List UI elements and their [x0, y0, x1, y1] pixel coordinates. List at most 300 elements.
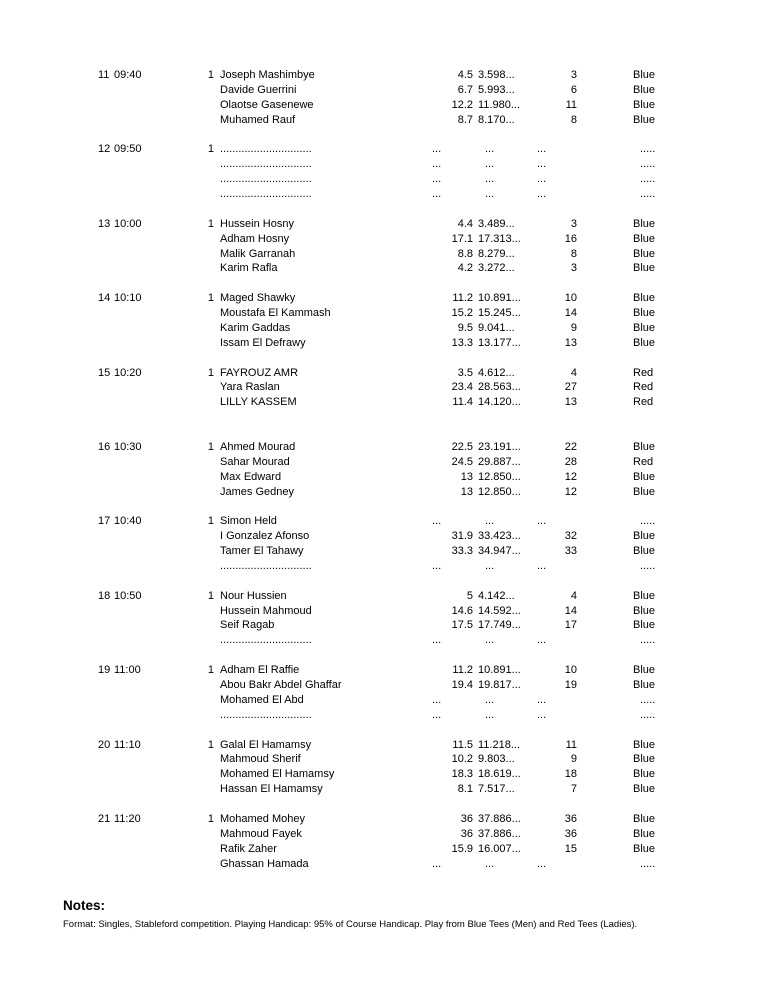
handicap-placeholder: ...: [432, 559, 442, 572]
group-start-time: 09:50: [114, 143, 142, 156]
group-start-time: 10:30: [114, 440, 142, 453]
tee-color: Blue: [633, 545, 656, 558]
exact-handicap-value: 17.749...: [478, 619, 521, 632]
handicap-value: 11.2: [452, 292, 473, 305]
playing-handicap-value: 36: [564, 827, 577, 840]
tee-color: Blue: [633, 589, 656, 602]
player-name: FAYROUZ AMR: [220, 366, 299, 379]
group-number: 18: [98, 589, 111, 602]
handicap-value: 19.4: [451, 679, 473, 691]
handicap-value: 15.2: [451, 307, 473, 320]
exact-handicap-placeholder: ...: [485, 188, 495, 201]
exact-handicap-value: 4.612...: [478, 366, 515, 379]
tee-color: Blue: [633, 247, 656, 260]
exact-handicap-value: 12.850...: [478, 470, 521, 483]
tee-group: [0, 291, 772, 351]
playing-handicap-value: 36: [564, 812, 577, 825]
exact-handicap-value: 4.142...: [478, 589, 515, 602]
exact-handicap-value: 12.850...: [478, 485, 521, 498]
playing-handicap-placeholder: ...: [537, 173, 547, 186]
exact-handicap-value: 11.218...: [478, 738, 520, 751]
exact-handicap-value: 9.041...: [478, 321, 515, 334]
group-row: [0, 395, 772, 410]
playing-handicap-value: 10: [564, 292, 577, 305]
exact-handicap-value: 8.170...: [478, 113, 515, 126]
playing-handicap-value: 17: [564, 619, 577, 632]
handicap-value: 17.5: [451, 619, 473, 632]
tee-color: Blue: [633, 321, 656, 334]
player-name: Mahmoud Sherif: [220, 753, 301, 766]
group-row: [0, 782, 772, 797]
playing-handicap-placeholder: ...: [537, 188, 547, 201]
player-name: ..............................: [220, 143, 312, 156]
group-row: [0, 485, 772, 500]
playing-handicap-placeholder: ...: [537, 143, 547, 156]
handicap-value: 13.3: [451, 336, 473, 349]
handicap-value: 36: [460, 827, 473, 840]
tee-color-placeholder: .....: [640, 693, 656, 706]
playing-handicap-value: 8: [570, 113, 577, 126]
handicap-value: 36: [460, 812, 473, 825]
handicap-value: 33.3: [451, 545, 473, 558]
playing-handicap-value: 4: [570, 366, 577, 379]
group-row: [0, 68, 772, 83]
player-name: Simon Held: [220, 515, 277, 528]
player-name: James Gedney: [220, 485, 294, 498]
exact-handicap-value: 3.598...: [478, 69, 515, 81]
tee-color: Blue: [633, 232, 656, 245]
group-row: [0, 455, 772, 470]
tee-number: 1: [207, 515, 214, 528]
player-name: ..............................: [220, 559, 312, 572]
player-name: Hassan El Hamamsy: [220, 783, 323, 796]
exact-handicap-placeholder: ...: [485, 143, 495, 156]
tee-number: 1: [207, 738, 214, 751]
player-name: Adham El Raffie: [220, 664, 300, 677]
player-name: ..............................: [220, 634, 312, 647]
tee-color: Blue: [633, 827, 656, 840]
player-name: Mohamed Mohey: [220, 812, 305, 825]
handicap-placeholder: ...: [432, 857, 442, 870]
player-name: ..............................: [220, 708, 312, 721]
tee-group: [0, 366, 772, 426]
tee-color: Blue: [633, 113, 656, 126]
player-name: Olaotse Gasenewe: [220, 98, 314, 111]
playing-handicap-value: 4: [570, 589, 577, 602]
exact-handicap-value: 3.272...: [478, 262, 515, 275]
playing-handicap-value: 12: [564, 485, 577, 498]
player-name: I Gonzalez Afonso: [220, 530, 310, 543]
tee-number: 1: [207, 292, 214, 305]
exact-handicap-placeholder: ...: [485, 708, 495, 721]
playing-handicap-value: 6: [570, 83, 577, 96]
player-name: Hussein Mahmoud: [220, 604, 312, 617]
tee-group: [0, 589, 772, 649]
tee-color: Red: [633, 381, 654, 394]
playing-handicap-value: 22: [564, 440, 577, 453]
playing-handicap-placeholder: ...: [537, 515, 547, 528]
player-name: Adham Hosny: [220, 232, 290, 245]
group-row: [0, 827, 772, 842]
group-start-time: 09:40: [114, 69, 142, 81]
player-name: Ahmed Mourad: [220, 440, 296, 453]
handicap-placeholder: ...: [432, 708, 442, 721]
tee-number: 1: [207, 143, 214, 156]
exact-handicap-value: 5.993...: [478, 83, 515, 96]
tee-color: Blue: [633, 619, 656, 632]
group-row: [0, 708, 772, 723]
player-name: Muhamed Rauf: [220, 113, 296, 126]
handicap-value: 6.7: [457, 83, 473, 96]
player-name: Mahmoud Fayek: [220, 827, 302, 840]
tee-color: Blue: [633, 69, 656, 81]
group-row: [0, 842, 772, 857]
player-name: ..............................: [220, 158, 312, 171]
tee-color: Blue: [633, 679, 656, 691]
tee-number: 1: [207, 217, 214, 230]
group-row: [0, 113, 772, 128]
tee-color: Blue: [633, 217, 656, 230]
playing-handicap-value: 8: [570, 247, 577, 260]
handicap-value: 18.3: [451, 768, 473, 781]
group-number: 19: [98, 664, 111, 677]
group-start-time: 11:00: [114, 664, 141, 677]
tee-color: Blue: [633, 530, 656, 543]
playing-handicap-value: 33: [564, 545, 577, 558]
tee-color: Blue: [633, 753, 656, 766]
playing-handicap-value: 12: [564, 470, 577, 483]
exact-handicap-placeholder: ...: [485, 173, 495, 186]
playing-handicap-value: 27: [564, 381, 577, 394]
group-row: [0, 693, 772, 708]
handicap-value: 11.2: [452, 664, 473, 677]
playing-handicap-value: 18: [564, 768, 577, 781]
tee-color: Red: [633, 396, 654, 409]
handicap-value: 8.8: [457, 247, 473, 260]
group-number: 13: [98, 217, 111, 230]
exact-handicap-value: 3.489...: [478, 217, 515, 230]
playing-handicap-placeholder: ...: [537, 857, 547, 870]
exact-handicap-value: 7.517...: [478, 783, 515, 796]
tee-number: 1: [207, 366, 214, 379]
handicap-value: 9.5: [457, 321, 473, 334]
group-row: [0, 98, 772, 113]
tee-color: Blue: [633, 292, 656, 305]
exact-handicap-value: 37.886...: [478, 827, 521, 840]
group-number: 14: [98, 292, 111, 305]
group-row: [0, 232, 772, 247]
playing-handicap-placeholder: ...: [537, 158, 547, 171]
tee-group: [0, 440, 772, 500]
handicap-value: 4.2: [457, 262, 473, 275]
tee-color: Blue: [633, 604, 656, 617]
group-row: [0, 767, 772, 782]
exact-handicap-placeholder: ...: [485, 559, 495, 572]
group-row: [0, 157, 772, 172]
player-name: Issam El Defrawy: [220, 336, 306, 349]
handicap-placeholder: ...: [432, 634, 442, 647]
tee-color: Blue: [633, 664, 656, 677]
tee-color: Blue: [633, 336, 656, 349]
handicap-value: 13: [460, 485, 473, 498]
handicap-value: 17.1: [451, 232, 473, 245]
tee-color: Red: [633, 455, 654, 468]
group-number: 11: [98, 69, 110, 81]
playing-handicap-value: 9: [570, 753, 577, 766]
player-name: LILLY KASSEM: [220, 396, 297, 409]
notes-body: Format: Singles, Stableford competition. Playing Handicap: 95% of Course Handicap. Play from Blue Tees (Men) and Red Tees (Ladies).: [63, 919, 638, 930]
tee-time-groups: [0, 68, 772, 886]
group-row: [0, 618, 772, 633]
tee-color: Blue: [633, 842, 656, 855]
handicap-value: 31.9: [451, 530, 473, 543]
group-row: [0, 83, 772, 98]
group-row: [0, 812, 772, 827]
tee-color: Blue: [633, 783, 656, 796]
playing-handicap-value: 11: [565, 98, 577, 111]
group-row: [0, 514, 772, 529]
exact-handicap-value: 14.120...: [478, 396, 521, 409]
playing-handicap-value: 13: [564, 336, 577, 349]
handicap-value: 11.4: [452, 396, 473, 409]
group-row: [0, 544, 772, 559]
group-start-time: 10:10: [114, 292, 142, 305]
tee-color-placeholder: .....: [640, 143, 656, 156]
handicap-placeholder: ...: [432, 158, 442, 171]
handicap-value: 8.1: [457, 783, 473, 796]
exact-handicap-placeholder: ...: [485, 857, 495, 870]
handicap-value: 24.5: [451, 455, 473, 468]
handicap-value: 14.6: [451, 604, 473, 617]
group-row: [0, 172, 772, 187]
group-row: [0, 142, 772, 157]
player-name: Karim Gaddas: [220, 321, 291, 334]
player-name: ..............................: [220, 188, 312, 201]
tee-number: 1: [207, 812, 214, 825]
exact-handicap-value: 34.947...: [478, 545, 521, 558]
exact-handicap-value: 19.817...: [478, 679, 521, 691]
handicap-value: 11.5: [452, 738, 473, 751]
handicap-value: 8.7: [457, 113, 473, 126]
tee-color-placeholder: .....: [640, 515, 656, 528]
group-start-time: 10:20: [114, 366, 142, 379]
group-row: [0, 604, 772, 619]
group-row: [0, 857, 772, 872]
group-row: [0, 261, 772, 276]
group-number: 21: [98, 812, 111, 825]
exact-handicap-value: 17.313...: [478, 232, 521, 245]
group-row: [0, 663, 772, 678]
playing-handicap-value: 11: [565, 738, 577, 751]
handicap-placeholder: ...: [432, 515, 442, 528]
group-start-time: 10:40: [114, 515, 142, 528]
playing-handicap-value: 14: [564, 307, 577, 320]
handicap-value: 5: [466, 589, 473, 602]
tee-group: [0, 812, 772, 872]
handicap-placeholder: ...: [432, 173, 442, 186]
group-row: [0, 366, 772, 381]
group-row: [0, 738, 772, 753]
group-row: [0, 752, 772, 767]
exact-handicap-value: 10.891...: [478, 664, 521, 677]
group-row: [0, 589, 772, 604]
player-name: Tamer El Tahawy: [220, 545, 304, 558]
group-row: [0, 187, 772, 202]
tee-group: [0, 217, 772, 277]
player-name: Hussein Hosny: [220, 217, 294, 230]
tee-number: 1: [207, 664, 214, 677]
player-name: Sahar Mourad: [220, 455, 290, 468]
exact-handicap-placeholder: ...: [485, 158, 495, 171]
playing-handicap-value: 28: [564, 455, 577, 468]
playing-handicap-value: 10: [564, 664, 577, 677]
handicap-value: 4.4: [457, 217, 473, 230]
player-name: Mohamed El Hamamsy: [220, 768, 335, 781]
playing-handicap-placeholder: ...: [537, 693, 547, 706]
group-number: 16: [98, 440, 111, 453]
group-row: [0, 247, 772, 262]
tee-color: Blue: [633, 470, 656, 483]
exact-handicap-placeholder: ...: [485, 515, 495, 528]
player-name: Galal El Hamamsy: [220, 738, 312, 751]
player-name: Mohamed El Abd: [220, 693, 304, 706]
handicap-value: 15.9: [451, 842, 473, 855]
playing-handicap-value: 14: [564, 604, 577, 617]
group-row: [0, 306, 772, 321]
playing-handicap-value: 7: [570, 783, 577, 796]
group-row: [0, 291, 772, 306]
player-name: ..............................: [220, 173, 312, 186]
group-row: [0, 440, 772, 455]
group-number: 20: [98, 738, 111, 751]
playing-handicap-value: 13: [564, 396, 577, 409]
playing-handicap-value: 32: [564, 530, 577, 543]
playing-handicap-placeholder: ...: [537, 559, 547, 572]
handicap-placeholder: ...: [432, 143, 442, 156]
group-start-time: 10:00: [114, 217, 142, 230]
handicap-value: 22.5: [451, 440, 473, 453]
group-start-time: 11:20: [114, 812, 141, 825]
tee-color: Blue: [633, 440, 656, 453]
handicap-value: 10.2: [451, 753, 473, 766]
group-row: [0, 321, 772, 336]
handicap-value: 12.2: [451, 98, 473, 111]
player-name: Max Edward: [220, 470, 282, 483]
playing-handicap-value: 15: [564, 842, 577, 855]
notes-section: [63, 898, 732, 931]
playing-handicap-value: 19: [564, 679, 577, 691]
player-name: Karim Rafla: [220, 262, 278, 275]
player-name: Malik Garranah: [220, 247, 296, 260]
player-name: Moustafa El Kammash: [220, 307, 331, 320]
tee-number: 1: [207, 69, 214, 81]
group-row: [0, 633, 772, 648]
exact-handicap-value: 9.803...: [478, 753, 515, 766]
tee-color: Blue: [633, 768, 656, 781]
player-name: Maged Shawky: [220, 292, 296, 305]
player-name: Yara Raslan: [220, 381, 280, 394]
tee-group: [0, 663, 772, 723]
exact-handicap-value: 11.980...: [478, 98, 520, 111]
playing-handicap-placeholder: ...: [537, 708, 547, 721]
handicap-value: 4.5: [457, 69, 473, 81]
notes-title: Notes:: [63, 898, 106, 913]
playing-handicap-placeholder: ...: [537, 634, 547, 647]
player-name: Joseph Mashimbye: [220, 69, 315, 81]
handicap-value: 13: [460, 470, 473, 483]
tee-group: [0, 514, 772, 574]
exact-handicap-value: 14.592...: [478, 604, 521, 617]
tee-number: 1: [207, 440, 214, 453]
handicap-placeholder: ...: [432, 188, 442, 201]
player-name: Rafik Zaher: [220, 842, 277, 855]
exact-handicap-value: 10.891...: [478, 292, 521, 305]
tee-color: Blue: [633, 98, 656, 111]
tee-color-placeholder: .....: [640, 708, 656, 721]
tee-group: [0, 68, 772, 128]
group-row: [0, 380, 772, 395]
tee-color: Blue: [633, 262, 656, 275]
exact-handicap-value: 37.886...: [478, 812, 521, 825]
tee-color: Blue: [633, 812, 656, 825]
tee-color: Blue: [633, 738, 656, 751]
playing-handicap-value: 16: [564, 232, 577, 245]
player-name: Seif Ragab: [220, 619, 275, 632]
tee-color-placeholder: .....: [640, 158, 656, 171]
exact-handicap-value: 18.619...: [478, 768, 521, 781]
exact-handicap-placeholder: ...: [485, 693, 495, 706]
exact-handicap-value: 23.191...: [478, 440, 521, 453]
tee-group: [0, 738, 772, 798]
player-name: Nour Hussien: [220, 589, 287, 602]
tee-number: 1: [207, 589, 214, 602]
tee-color: Blue: [633, 485, 656, 498]
playing-handicap-value: 3: [570, 69, 577, 81]
handicap-placeholder: ...: [432, 693, 442, 706]
exact-handicap-value: 16.007...: [478, 842, 521, 855]
tee-color-placeholder: .....: [640, 857, 656, 870]
tee-color-placeholder: .....: [640, 173, 656, 186]
playing-handicap-value: 3: [570, 217, 577, 230]
group-number: 12: [98, 143, 111, 156]
handicap-value: 23.4: [451, 381, 473, 394]
exact-handicap-value: 33.423...: [478, 530, 521, 543]
tee-color-placeholder: .....: [640, 634, 656, 647]
tee-color: Blue: [633, 307, 656, 320]
group-row: [0, 217, 772, 232]
group-row: [0, 678, 772, 693]
group-row: [0, 470, 772, 485]
tee-color-placeholder: .....: [640, 559, 656, 572]
exact-handicap-placeholder: ...: [485, 634, 495, 647]
exact-handicap-value: 13.177...: [478, 336, 521, 349]
tee-color: Red: [633, 366, 654, 379]
exact-handicap-value: 8.279...: [478, 247, 515, 260]
exact-handicap-value: 29.887...: [478, 455, 521, 468]
tee-color-placeholder: .....: [640, 188, 656, 201]
exact-handicap-value: 15.245...: [478, 307, 521, 320]
player-name: Ghassan Hamada: [220, 857, 309, 870]
handicap-value: 3.5: [457, 366, 473, 379]
group-number: 17: [98, 515, 111, 528]
group-start-time: 11:10: [114, 738, 141, 751]
playing-handicap-value: 3: [570, 262, 577, 275]
playing-handicap-value: 9: [570, 321, 577, 334]
tee-group: [0, 142, 772, 202]
player-name: Davide Guerrini: [220, 83, 297, 96]
group-row: [0, 336, 772, 351]
group-start-time: 10:50: [114, 589, 142, 602]
